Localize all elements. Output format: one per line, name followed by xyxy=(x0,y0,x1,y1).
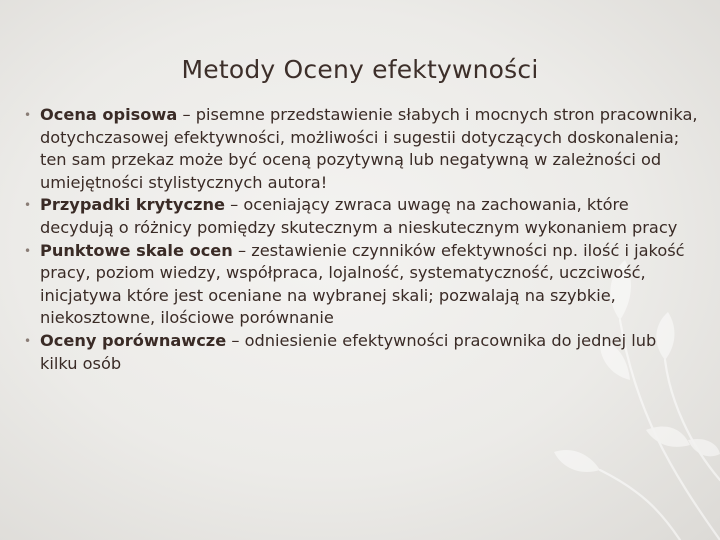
bullet-item xyxy=(18,240,698,330)
bullet-text: – zestawienie czynników efektywności np. ilość i jakość pracy, poziom wiedzy, współpraca, lojalność, systematyczność, uczciwość, inicjatywa które jest oceniane na wybranej skali; pozwalają na szybkie, niekosztowne, ilościowe porównanie xyxy=(40,240,685,328)
bullet-list xyxy=(18,104,698,375)
bullet-text: – oceniający zwraca uwagę na zachowania, które decydują o różnicy pomiędzy skutecznym a nieskutecznym wykonaniem pracy xyxy=(40,195,678,237)
bullet-item xyxy=(18,194,698,239)
bullet-text: – pisemne przedstawienie słabych i mocnych stron pracownika, dotychczasowej efektywności, możliwości i sugestii dotyczących doskonalenia; ten sam przekaz może być oceną pozytywną lub negatywną w zależności od umiejętności stylistycznych autora! xyxy=(40,105,698,192)
slide-title: Metody Oceny efektywności xyxy=(181,55,539,84)
bullet-text: – odniesienie efektywności pracownika do jednej lub kilku osób xyxy=(40,330,657,373)
bullet-dot-icon: • xyxy=(24,108,32,122)
bullet-item xyxy=(18,104,698,194)
bullet-term: Przypadki krytyczne xyxy=(40,195,225,215)
bullet-dot-icon: • xyxy=(24,198,32,213)
bullet-term: Oceny porównawcze xyxy=(40,330,227,350)
bullet-term: Punktowe skale ocen xyxy=(40,240,233,260)
bullet-dot-icon: • xyxy=(24,243,32,258)
bullet-item xyxy=(18,330,698,375)
bullet-dot-icon: • xyxy=(24,333,32,348)
bullet-term: Ocena opisowa xyxy=(40,105,178,124)
